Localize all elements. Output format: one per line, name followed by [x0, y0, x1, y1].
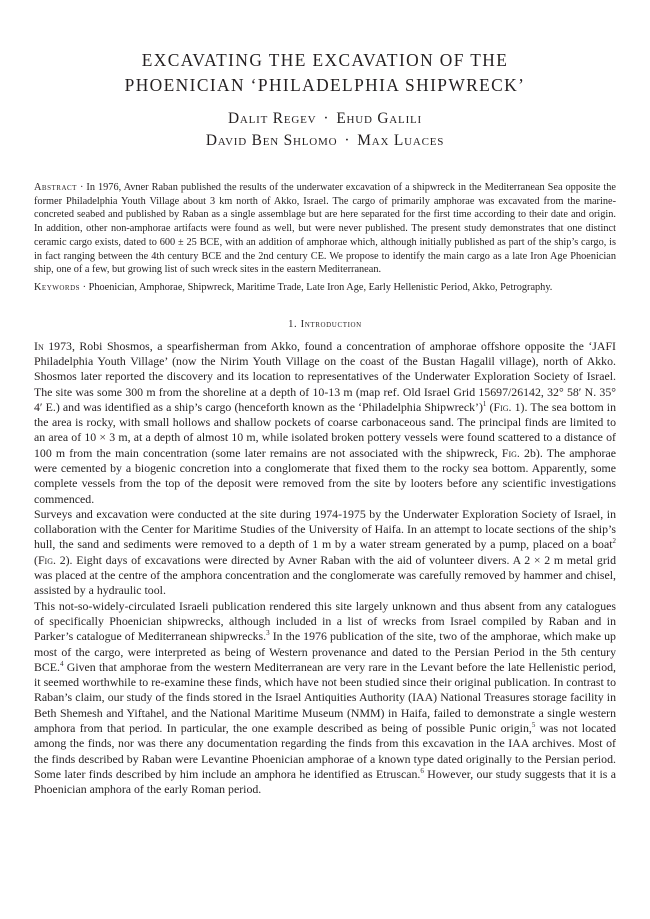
- paragraph-text: was not located among the finds, nor was there any documentation regarding the finds from this excavation in the IAA archives. Most of the finds described by Raban were Levantine Phoenician amphorae of a known type dated originally to the Persian period. Some later finds described by him include an amphora he identified as Etruscan.: [34, 721, 616, 781]
- paragraph-text: 1). The sea bottom in the area is rocky, with small hollows and shallow pockets of coarse carbonaceous sand. The principal finds are limited to an area of 10 × 3 m, at a depth of almost 10 m, while isolated broken pottery vessels were found scattered to a distance of 100 m from the main concentration (some later remains are not associated with the shipwreck,: [34, 399, 616, 460]
- paragraph-text: However, our study suggests that it is a Phoenician amphora of the early Roman period.: [34, 766, 616, 797]
- body-text: [34, 339, 616, 798]
- section-title: Introduction: [300, 318, 362, 330]
- figure-ref: Fig.: [37, 552, 56, 567]
- footnote-marker: 3: [266, 629, 270, 638]
- figure-ref: Fig.: [501, 445, 520, 460]
- author-row-1: [34, 108, 616, 130]
- author-list: [34, 108, 616, 152]
- section-heading: [34, 319, 616, 330]
- footnote-marker: 2: [612, 537, 616, 546]
- figure-ref: Fig.: [493, 399, 512, 414]
- footnote-marker: 4: [60, 659, 64, 668]
- paragraph-text: (: [34, 552, 38, 567]
- paragraph-text: 1973, Robi Shosmos, a spearfisherman from Akko, found a concentration of amphorae offshore opposite the ‘JAFI Philadelphia Youth Village’ (now the Nirim Youth Village on the coast of the Bustan Hagalil village), north of Akko. Shosmos later reported the discovery and its location to representatives of the Underwater Exploration Society of Israel. The site was some 300 m from the shoreline at a depth of 10-13 m (map ref. Old Israel Grid 15697/26142, 32° 58′ N. 35° 4′ E.) and was identified as a ship’s cargo (henceforth known as the ‘Philadelphia Shipwreck’): [34, 338, 616, 414]
- author-name: Max Luaces: [357, 132, 445, 149]
- lead-word: In: [34, 338, 44, 353]
- paragraph-text: In the 1976 publication of the site, two of the amphorae, which make up most of the cargo, were interpreted as being of Western provenance and dated to the Persian Period in the 5th century BCE.: [34, 629, 616, 674]
- paper-page: [34, 48, 616, 798]
- section-number: 1.: [288, 318, 298, 330]
- keywords-text: Phoenician, Amphorae, Shipwreck, Maritime Trade, Late Iron Age, Early Hellenistic Period, Akko, Petrography.: [88, 281, 553, 293]
- paragraph-3: [34, 599, 616, 798]
- footnote-marker: 1: [482, 399, 487, 408]
- author-separator: ·: [323, 110, 330, 127]
- paragraph-text: Given that amphorae from the western Mediterranean are very rare in the Levant before the late Hellenistic period, it seemed worthwhile to re-examine these finds, which have not been studied since their original publication. In contrast to Raban’s claim, our study of the finds stored in the Israel Antiquities Authority (IAA) National Treasures storage facility in Beth Shemesh and Yiftahel, and the National Maritime Museum (NMM) in Haifa, failed to demonstrate a single western amphora from that period. In particular, the one example described as being of possible Punic origin,: [34, 659, 616, 736]
- title-line-1: EXCAVATING THE EXCAVATION OF THE: [141, 50, 509, 70]
- paragraph-text: Surveys and excavation were conducted at the site during 1974-1975 by the Underwater Exploration Society of Israel, in collaboration with the Center for Maritime Studies of the University of Haifa. In an attempt to locate sections of the ship’s hull, the sand and sediments were removed to a depth of 1 m by a water stream generated by a pump, placed on a boat: [34, 506, 616, 552]
- paragraph-text: 2). Eight days of excavations were directed by Avner Raban with the aid of volunteer divers. A 2 × 2 m metal grid was placed at the centre of the amphora concentration and the conglomerate was carefully removed by hammer and chisel, assisted by a hydraulic tool.: [34, 552, 616, 598]
- keywords-label: Keywords: [34, 281, 81, 293]
- paragraph-1: [34, 339, 616, 507]
- keywords-separator: ·: [82, 281, 87, 293]
- footnote-marker: 6: [420, 767, 424, 775]
- abstract-text: In 1976, Avner Raban published the results of the underwater excavation of a shipwreck in the Mediterranean Sea opposite the former Philadelphia Youth Village about 3 km north of Akko, Israel. The cargo of primarily amphorae was excavated from the marine-concreted seabed and published by Raban as a single assemblage but are here separated for the first time according to their date and origin. In addition, other non-amphorae artifacts were found as well, but were never published. The present study demonstrates that one distinct ceramic cargo exists, dated to 600 ± 25 BCE, with an addition of amphorae which, although initially published as part of the ship’s cargo, is in fact ranging between the 4th century BCE and the 2nd century CE. We propose to identify the main cargo as a late Iron Age Phoenician ship, one of a few, but growing list of such wreck sites in the eastern Mediterranean.: [34, 182, 617, 276]
- footnote-marker: 5: [531, 721, 536, 730]
- paragraph-text: (: [486, 399, 494, 414]
- paper-title: [34, 48, 616, 98]
- abstract-label: Abstract: [34, 182, 77, 193]
- paragraph-2: [34, 507, 616, 599]
- author-name: Dalit Regev: [227, 110, 317, 127]
- author-row-2: [34, 130, 616, 152]
- author-separator: ·: [344, 132, 351, 149]
- author-name: David Ben Shlomo: [205, 132, 338, 149]
- abstract: [34, 181, 616, 277]
- keywords: [34, 281, 616, 295]
- paragraph-text: This not-so-widely-circulated Israeli publication rendered this site largely unknown and thus absent from any catalogues of specifically Phoenician shipwrecks, although included in a list of wrecks from Israel compiled by Raban and in Parker’s catalogue of Mediterranean shipwrecks.: [34, 598, 616, 644]
- abstract-separator: ·: [79, 182, 84, 193]
- paragraph-text: 2b). The amphorae were cemented by a biogenic concretion into a conglomerate that fixed them to the rocky sea bottom. Apparently, some complete vessels from the top of the deposit were removed from the site by looters before any scientific investigations commenced.: [34, 445, 616, 506]
- author-name: Ehud Galili: [336, 110, 423, 127]
- title-line-2: PHOENICIAN ‘PHILADELPHIA SHIPWRECK’: [124, 75, 526, 95]
